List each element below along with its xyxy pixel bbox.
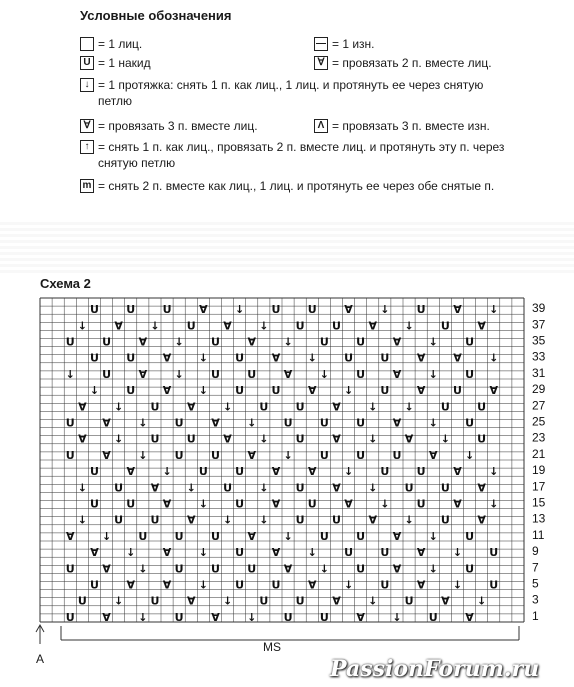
stitch-mark: ∀ (138, 367, 148, 381)
s2kp-symbol-icon: m (80, 179, 94, 193)
stitch-mark: U (210, 335, 220, 349)
sk2p-symbol-icon: ↑ (80, 140, 94, 154)
stitch-mark: ↓ (162, 465, 172, 479)
stitch-mark: ↓ (283, 448, 293, 462)
stitch-mark: ↓ (77, 319, 87, 333)
legend-ssk-text: = 1 протяжка: снять 1 п. как лиц., 1 лиц. и протянуть ее через снятую петлю (98, 78, 484, 108)
stitch-mark: U (114, 513, 124, 527)
stitch-mark: U (65, 562, 75, 576)
stitch-mark: U (210, 448, 220, 462)
stitch-mark: ∀ (247, 448, 257, 462)
stitch-mark: ∀ (271, 351, 281, 365)
stitch-mark: U (295, 481, 305, 495)
stitch-mark: ∀ (404, 432, 414, 446)
legend-s2kp-text: = снять 2 п. вместе как лиц., 1 лиц. и протянуть ее через обе снятые п. (98, 179, 495, 193)
stitch-mark: U (65, 335, 75, 349)
stitch-mark: U (392, 448, 402, 462)
stitch-mark: ↓ (404, 319, 414, 333)
stitch-mark: ∀ (65, 529, 75, 543)
stitch-mark: ∀ (223, 319, 232, 333)
stitch-mark: U (344, 546, 354, 560)
row-number: 19 (532, 463, 546, 478)
row-number: 33 (532, 349, 546, 364)
stitch-mark: U (271, 578, 281, 592)
stitch-mark: ∀ (162, 578, 172, 592)
stitch-mark: ∀ (392, 367, 402, 381)
stitch-mark: ∀ (211, 416, 220, 430)
stitch-mark: ↓ (150, 319, 160, 333)
stitch-mark: ↓ (222, 400, 233, 414)
stitch-mark: ↓ (198, 384, 208, 398)
stitch-mark: U (174, 416, 184, 430)
stitch-mark: U (440, 319, 450, 333)
row-number: 21 (532, 446, 546, 461)
stitch-mark: ∀ (344, 497, 353, 511)
stitch-mark: U (126, 303, 136, 317)
legend-purl-text: = 1 изн. (332, 37, 375, 51)
stitch-mark: U (271, 384, 281, 398)
stitch-mark: ↓ (307, 546, 317, 560)
stitch-mark: ∀ (453, 497, 462, 511)
stitch-mark: ∀ (102, 416, 111, 430)
k2tog-symbol-icon: ∀ (314, 56, 328, 70)
stitch-mark: ↓ (259, 513, 269, 527)
stitch-mark: U (150, 594, 160, 608)
stitch-mark: U (404, 594, 414, 608)
stitch-mark: U (356, 335, 366, 349)
stitch-mark: ∀ (102, 610, 111, 624)
stitch-mark: U (89, 465, 99, 479)
stitch-mark: ↓ (343, 465, 354, 479)
stitch-mark: ∀ (271, 497, 281, 511)
stitch-mark: ↓ (440, 432, 450, 446)
p3tog-symbol-icon: Λ (314, 119, 328, 133)
legend-p3tog-text: = провязать 3 п. вместе изн. (332, 119, 490, 133)
stitch-mark: ↓ (392, 610, 402, 624)
stitch-mark: ∀ (453, 351, 462, 365)
stitch-mark: ↓ (283, 335, 293, 349)
stitch-mark: ∀ (162, 497, 172, 511)
stitch-mark: ↓ (101, 529, 112, 543)
stitch-mark: U (331, 513, 341, 527)
row-number: 7 (532, 560, 539, 575)
row-number: 13 (532, 511, 546, 526)
stitch-mark: ∀ (416, 546, 426, 560)
stitch-mark: ↓ (404, 513, 414, 527)
stitch-mark: U (440, 513, 450, 527)
stitch-mark: U (235, 384, 245, 398)
row-number: 27 (532, 398, 546, 413)
stitch-mark: ↓ (114, 432, 124, 446)
stitch-mark: ∀ (453, 303, 462, 317)
stitch-mark: ∀ (477, 481, 486, 495)
stitch-mark: ∀ (102, 562, 111, 576)
stitch-mark: ↓ (319, 562, 329, 576)
stitch-mark: U (283, 610, 293, 624)
stitch-mark: ↓ (198, 351, 208, 365)
stitch-mark: ∀ (307, 384, 317, 398)
stitch-mark: ∀ (332, 481, 341, 495)
stitch-mark: ∀ (247, 335, 257, 349)
stitch-mark: ∀ (477, 319, 486, 333)
stitch-mark: U (477, 400, 487, 414)
stitch-mark: ∀ (271, 465, 281, 479)
stitch-mark: U (150, 400, 160, 414)
stitch-mark: ↓ (114, 400, 124, 414)
stitch-mark: ↓ (198, 497, 208, 511)
scheme-title: Схема 2 (40, 276, 91, 291)
stitch-mark: ∀ (441, 594, 450, 608)
stitch-mark: U (210, 529, 220, 543)
stitch-mark: U (65, 610, 75, 624)
stitch-mark: ∀ (416, 351, 426, 365)
stitch-mark: U (344, 351, 354, 365)
stitch-mark: U (452, 384, 462, 398)
stitch-mark: U (210, 367, 220, 381)
stitch-mark: ↓ (235, 303, 245, 317)
stitch-mark: ∀ (247, 529, 257, 543)
stitch-mark: ↓ (174, 335, 184, 349)
start-label: A (36, 652, 45, 666)
stitch-mark: U (489, 546, 499, 560)
stitch-mark: ↓ (198, 578, 208, 592)
stitch-mark: ↓ (319, 367, 329, 381)
stitch-mark: U (465, 367, 475, 381)
stitch-mark: ∀ (453, 465, 462, 479)
stitch-mark: U (259, 594, 269, 608)
stitch-mark: ↓ (489, 465, 499, 479)
stitch-mark: ∀ (78, 400, 87, 414)
stitch-mark: U (247, 367, 257, 381)
stitch-mark: ∀ (283, 562, 293, 576)
stitch-mark: ∀ (368, 319, 378, 333)
stitch-mark: ∀ (307, 465, 317, 479)
stitch-mark: U (65, 448, 75, 462)
stitch-mark: U (356, 529, 366, 543)
stitch-mark: U (235, 578, 245, 592)
stitch-mark: ∀ (90, 546, 99, 560)
stitch-mark: ↓ (138, 610, 148, 624)
stitch-mark: U (356, 562, 366, 576)
stitch-mark: ↓ (428, 367, 438, 381)
watermark-logo: PassionForum.ru (330, 656, 540, 682)
row-number: 23 (532, 430, 546, 445)
stitch-mark: ↓ (477, 594, 487, 608)
stitch-mark: U (114, 481, 124, 495)
stitch-mark: ↓ (428, 529, 438, 543)
stitch-mark: U (138, 529, 148, 543)
stitch-mark: U (428, 610, 438, 624)
stitch-mark: U (356, 448, 366, 462)
stitch-mark: U (126, 384, 136, 398)
row-number: 9 (532, 544, 539, 559)
stitch-mark: ↓ (283, 529, 293, 543)
stitch-mark: U (198, 465, 208, 479)
stitch-mark: U (356, 367, 366, 381)
stitch-mark: U (174, 448, 184, 462)
stitch-mark: ↓ (174, 367, 184, 381)
stitch-mark: ↓ (222, 513, 233, 527)
stitch-mark: U (259, 400, 269, 414)
stitch-mark: U (126, 351, 136, 365)
stitch-mark: U (465, 529, 475, 543)
stitch-mark: U (174, 562, 184, 576)
stitch-mark: ↓ (404, 400, 414, 414)
stitch-mark: ∀ (162, 384, 172, 398)
stitch-mark: U (307, 303, 317, 317)
stitch-mark: ↓ (138, 448, 148, 462)
stitch-mark: ∀ (78, 432, 87, 446)
stitch-mark: ∀ (356, 610, 365, 624)
yarn-over-symbol-icon: U (80, 56, 94, 70)
stitch-mark: ↓ (489, 351, 499, 365)
stitch-mark: U (307, 497, 317, 511)
stitch-mark: ∀ (416, 578, 426, 592)
row-number: 17 (532, 479, 546, 494)
stitch-mark: ∀ (150, 481, 160, 495)
stitch-mark: ↓ (77, 481, 87, 495)
stitch-mark: U (489, 578, 499, 592)
stitch-mark: U (235, 497, 245, 511)
stitch-mark: ∀ (114, 319, 123, 333)
stitch-mark: ↓ (464, 448, 475, 462)
stitch-mark: U (319, 610, 329, 624)
row-number: 31 (532, 365, 546, 380)
stitch-mark: ∀ (138, 335, 148, 349)
stitch-mark: U (150, 513, 160, 527)
stitch-mark: U (356, 416, 366, 430)
stitch-mark: U (235, 546, 245, 560)
stitch-mark: U (150, 432, 160, 446)
stitch-mark: U (416, 303, 426, 317)
stitch-mark: U (465, 335, 475, 349)
stitch-mark: U (186, 432, 196, 446)
row-number: 1 (532, 608, 539, 623)
stitch-mark: ↓ (259, 432, 269, 446)
row-number: 5 (532, 576, 539, 591)
stitch-mark: U (319, 335, 329, 349)
stitch-mark: ∀ (489, 384, 499, 398)
stitch-mark: ∀ (416, 384, 426, 398)
stitch-mark: ∀ (162, 351, 172, 365)
stitch-mark: U (404, 481, 414, 495)
grid-lines (40, 298, 524, 622)
stitch-mark: U (235, 465, 245, 479)
row-number: 3 (532, 592, 539, 607)
stitch-mark: ∀ (126, 465, 136, 479)
stitch-mark: U (271, 303, 281, 317)
stitch-mark: U (416, 465, 426, 479)
stitch-mark: ∀ (271, 546, 281, 560)
stitch-mark: U (223, 481, 233, 495)
stitch-mark: ∀ (283, 367, 293, 381)
row-number-labels (532, 301, 546, 623)
stitch-mark: ↓ (380, 303, 390, 317)
stitch-mark: ↓ (368, 481, 378, 495)
row-number: 39 (532, 301, 546, 316)
stitch-mark: U (65, 416, 75, 430)
stitch-mark: U (89, 351, 99, 365)
stitch-mark: U (89, 497, 99, 511)
stitch-mark: ↓ (368, 400, 378, 414)
stitch-mark: ∀ (186, 594, 196, 608)
stitch-mark: U (319, 529, 329, 543)
stitch-mark: U (295, 319, 305, 333)
stitch-mark: ↓ (428, 562, 438, 576)
stitch-mark: ∀ (368, 513, 378, 527)
stitch-mark: ∀ (428, 448, 438, 462)
stitch-mark: ↓ (247, 610, 257, 624)
stitch-mark: ↓ (428, 335, 438, 349)
repeat-label: MS (263, 640, 281, 654)
stitch-mark: ↓ (452, 578, 463, 592)
stitch-mark: ∀ (199, 303, 208, 317)
stitch-mark: U (319, 448, 329, 462)
stitch-mark: ∀ (332, 432, 341, 446)
stitch-mark: U (174, 610, 184, 624)
stitch-mark: ↓ (259, 481, 269, 495)
k3tog-symbol-icon: ∀ (80, 119, 94, 133)
stitch-mark: ↓ (77, 513, 87, 527)
stitch-mark: ∀ (223, 432, 232, 446)
stitch-mark: U (162, 303, 172, 317)
row-number: 37 (532, 317, 546, 332)
row-number: 25 (532, 414, 546, 429)
stitch-mark: U (295, 594, 305, 608)
stitch-mark: ↓ (138, 416, 148, 430)
stitch-mark: U (380, 578, 390, 592)
stitch-mark: U (89, 578, 99, 592)
stitch-mark: ∀ (465, 610, 474, 624)
legend-sk2p-text: = снять 1 п. как лиц., провязать 2 п. вместе лиц. и протянуть эту п. через снятую петлю (98, 140, 505, 170)
stitch-mark: ∀ (392, 416, 402, 430)
legend-knit-text: = 1 лиц. (98, 37, 143, 51)
stitch-mark: ↓ (259, 319, 269, 333)
stitch-mark: U (102, 367, 112, 381)
stitch-mark: ∀ (477, 513, 486, 527)
stitch-mark: U (102, 335, 112, 349)
legend-title: Условные обозначения (80, 8, 232, 23)
stitch-mark: ↓ (489, 303, 499, 317)
legend-k2tog-text: = провязать 2 п. вместе лиц. (332, 56, 492, 70)
stitch-mark: U (477, 432, 487, 446)
stitch-mark: U (380, 546, 390, 560)
stitch-mark: ↓ (186, 481, 196, 495)
stitch-mark: ∀ (344, 303, 353, 317)
stitch-mark: ↓ (489, 497, 499, 511)
stitch-mark: ↓ (307, 351, 317, 365)
stitch-mark: ∀ (126, 578, 136, 592)
stitch-mark: ∀ (392, 529, 402, 543)
stitch-mark: ↓ (380, 497, 390, 511)
stitch-mark: ↓ (222, 594, 233, 608)
stitch-mark: ↓ (65, 367, 75, 381)
stitch-mark: ↓ (368, 594, 378, 608)
stitch-mark: ↓ (89, 384, 100, 398)
stitch-mark: ↓ (343, 384, 354, 398)
stitch-mark: ↓ (343, 578, 354, 592)
row-number: 11 (532, 527, 545, 542)
stitch-mark: ∀ (162, 546, 172, 560)
stitch-mark: U (331, 319, 341, 333)
row-number: 35 (532, 333, 546, 348)
stitch-mark: ∀ (332, 400, 341, 414)
row-number: 15 (532, 495, 546, 510)
stitch-mark: U (247, 562, 257, 576)
stitch-mark: ↓ (247, 416, 257, 430)
stitch-mark: ∀ (307, 578, 317, 592)
stitch-mark: ∀ (186, 513, 196, 527)
row-number: 29 (532, 382, 546, 397)
stitch-mark: U (380, 465, 390, 479)
ssk-symbol-icon: ↓ (80, 78, 94, 92)
stitch-mark: U (295, 400, 305, 414)
stitch-mark: ↓ (428, 416, 438, 430)
stitch-mark: ↓ (452, 546, 463, 560)
stitch-mark: ↓ (198, 546, 208, 560)
stitch-mark: U (440, 481, 450, 495)
stitch-mark: ∀ (211, 610, 220, 624)
stitch-mark: U (126, 497, 136, 511)
stitch-mark: U (186, 319, 196, 333)
stitch-mark: U (89, 303, 99, 317)
stitch-mark: ↓ (368, 432, 378, 446)
stitch-mark: U (465, 562, 475, 576)
purl-symbol-icon: — (316, 38, 326, 49)
stitch-mark: ↓ (114, 594, 124, 608)
stitch-mark: ↓ (138, 562, 148, 576)
stitch-mark: ↓ (126, 546, 136, 560)
stitch-mark: U (319, 416, 329, 430)
stitch-mark: ∀ (392, 562, 402, 576)
stitch-mark: U (380, 384, 390, 398)
stitch-mark: U (295, 432, 305, 446)
stitch-mark: ∀ (186, 400, 196, 414)
stitch-mark: U (210, 562, 220, 576)
stitch-mark: U (416, 497, 426, 511)
stitch-mark: U (174, 529, 184, 543)
stitch-mark: U (380, 351, 390, 365)
stitch-mark: U (295, 513, 305, 527)
stitch-mark: ∀ (392, 335, 402, 349)
stitch-mark: U (283, 416, 293, 430)
legend-yarn-over-text: = 1 накид (98, 56, 151, 70)
stitch-mark: U (77, 594, 87, 608)
stitch-mark: U (440, 400, 450, 414)
stitch-mark: ∀ (332, 594, 341, 608)
legend-k3tog-text: = провязать 3 п. вместе лиц. (98, 119, 258, 133)
stitch-mark: U (235, 351, 245, 365)
stitch-mark: ∀ (102, 448, 111, 462)
stitch-mark: U (465, 416, 475, 430)
